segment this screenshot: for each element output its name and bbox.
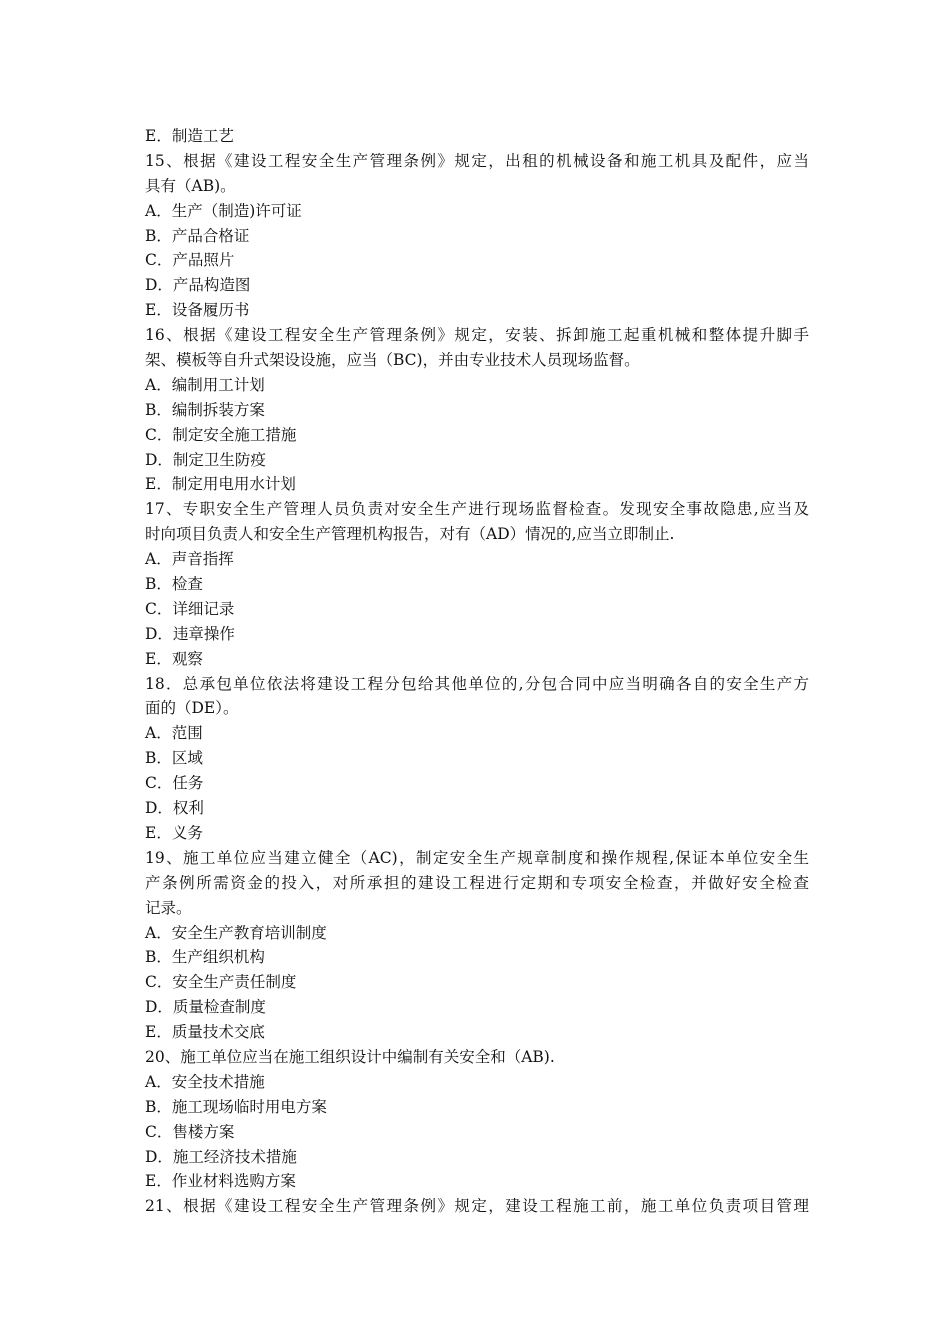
question-line: 15、根据《建设工程安全生产管理条例》规定，出租的机械设备和施工机具及配件，应当 xyxy=(145,151,809,170)
option-line: C．任务 xyxy=(145,774,204,793)
option-line: B．区域 xyxy=(145,749,203,768)
option-line: A．生产（制造)许可证 xyxy=(145,201,302,220)
option-line: D．制定卫生防疫 xyxy=(145,450,266,469)
question-line: 具有（AB)。 xyxy=(145,176,236,195)
option-line: B．编制拆装方案 xyxy=(145,400,265,419)
question-line: 记录。 xyxy=(145,898,192,917)
option-line: A．编制用工计划 xyxy=(145,375,265,394)
option-line: D．违章操作 xyxy=(145,624,235,643)
option-line: E．观察 xyxy=(145,649,203,668)
question-line: 21、根据《建设工程安全生产管理条例》规定，建设工程施工前，施工单位负责项目管理 xyxy=(145,1197,809,1216)
option-line: C．制定安全施工措施 xyxy=(145,425,297,444)
document-body xyxy=(145,124,809,1219)
question-line: 20、施工单位应当在施工组织设计中编制有关安全和（AB). xyxy=(145,1047,555,1066)
question-line: 17、专职安全生产管理人员负责对安全生产进行现场监督检查。发现安全事故隐患,应当及 xyxy=(145,500,809,519)
option-line: A．范围 xyxy=(145,724,203,743)
question-line: 18．总承包单位依法将建设工程分包给其他单位的,分包合同中应当明确各自的安全生产方 xyxy=(145,674,809,693)
option-line: B．生产组织机构 xyxy=(145,948,265,967)
question-line: 16、根据《建设工程安全生产管理条例》规定，安装、拆卸施工起重机械和整体提升脚手 xyxy=(145,326,809,345)
option-line: D．质量检查制度 xyxy=(145,998,266,1017)
option-line: E．义务 xyxy=(145,823,203,842)
option-line: A．声音指挥 xyxy=(145,550,234,569)
option-line: E．作业材料选购方案 xyxy=(145,1172,296,1191)
question-line: 19、施工单位应当建立健全（AC)，制定安全生产规章制度和操作规程,保证本单位安全生 xyxy=(145,848,809,867)
option-line: C．产品照片 xyxy=(145,251,235,270)
option-line: C．售楼方案 xyxy=(145,1122,235,1141)
option-line: E．制造工艺 xyxy=(145,127,234,145)
option-line: C．详细记录 xyxy=(145,599,235,618)
option-line: A．安全技术措施 xyxy=(145,1072,265,1091)
option-line: C．安全生产责任制度 xyxy=(145,973,297,992)
option-line: B．施工现场临时用电方案 xyxy=(145,1097,327,1116)
question-line: 时向项目负责人和安全生产管理机构报告，对有（AD）情况的,应当立即制止. xyxy=(145,525,675,544)
option-line: B．产品合格证 xyxy=(145,226,250,245)
option-line: D．产品构造图 xyxy=(145,276,251,295)
option-line: E．设备履历书 xyxy=(145,301,250,320)
option-line: A．安全生产教育培训制度 xyxy=(145,923,327,942)
option-line: D．权利 xyxy=(145,799,204,818)
option-line: B．检查 xyxy=(145,575,203,594)
option-line: E．制定用电用水计划 xyxy=(145,475,296,494)
option-line: D．施工经济技术措施 xyxy=(145,1147,297,1166)
question-line: 产条例所需资金的投入，对所承担的建设工程进行定期和专项安全检查，并做好安全检查 xyxy=(145,873,809,892)
option-line: E．质量技术交底 xyxy=(145,1023,265,1042)
question-line: 架、模板等自升式架设设施，应当（BC)，并由专业技术人员现场监督。 xyxy=(145,351,640,370)
question-line: 面的（DE）。 xyxy=(145,699,239,718)
